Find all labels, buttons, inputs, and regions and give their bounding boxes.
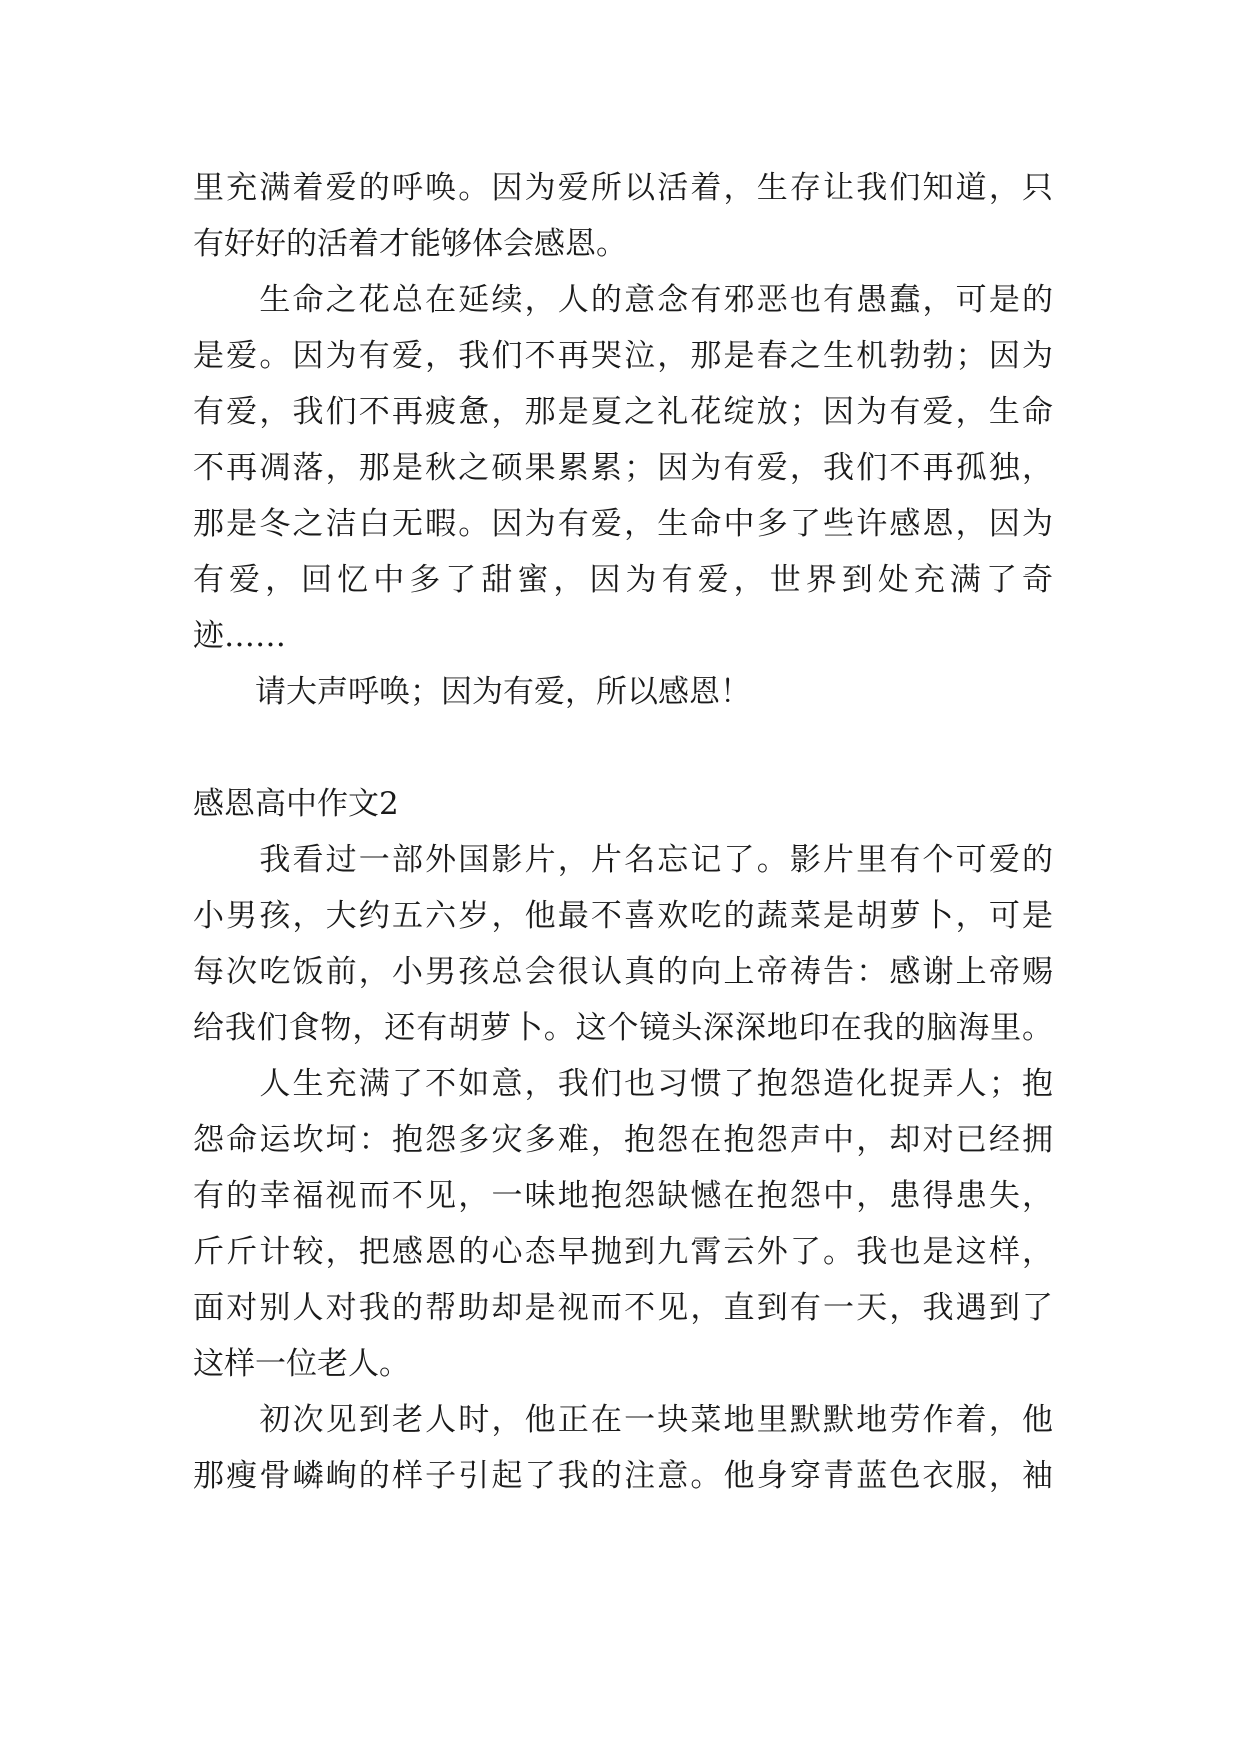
paragraph-5 (193, 1056, 1053, 1392)
paragraph-3 (193, 664, 1053, 720)
text-line: 请大声呼唤；因为有爱，所以感恩！ (193, 674, 751, 710)
text-line: 有爱，我们不再疲惫，那是夏之礼花绽放；因为有爱，生命 (193, 394, 1053, 430)
text-line: 我看过一部外国影片，片名忘记了。影片里有个可爱的 (193, 842, 1053, 878)
text-line: 生命之花总在延续，人的意念有邪恶也有愚蠢，可是的 (193, 282, 1053, 318)
paragraph-1 (193, 160, 1053, 272)
paragraph-4 (193, 832, 1053, 1056)
text-line: 那是冬之洁白无暇。因为有爱，生命中多了些许感恩，因为 (193, 506, 1053, 542)
text-line: 人生充满了不如意，我们也习惯了抱怨造化捉弄人；抱 (193, 1066, 1053, 1102)
text-line: 那瘦骨嶙峋的样子引起了我的注意。他身穿青蓝色衣服，袖 (193, 1458, 1053, 1494)
text-line: 有爱，回忆中多了甜蜜，因为有爱，世界到处充满了奇 (193, 562, 1053, 598)
text-line: 这样一位老人。 (193, 1346, 410, 1382)
paragraph-2 (193, 272, 1053, 664)
text-line: 初次见到老人时，他正在一块菜地里默默地劳作着，他 (193, 1402, 1053, 1438)
section-heading: 感恩高中作文2 (193, 786, 399, 822)
text-line: 面对别人对我的帮助却是视而不见，直到有一天，我遇到了 (193, 1290, 1053, 1326)
text-line: 有好好的活着才能够体会感恩。 (193, 226, 627, 262)
text-line: 迹…… (193, 618, 286, 654)
text-line: 不再凋落，那是秋之硕果累累；因为有爱，我们不再孤独， (193, 450, 1053, 486)
text-line: 给我们食物，还有胡萝卜。这个镜头深深地印在我的脑海里。 (193, 1010, 1053, 1046)
paragraph-6 (193, 1392, 1053, 1504)
text-line: 里充满着爱的呼唤。因为爱所以活着，生存让我们知道，只 (193, 170, 1053, 206)
text-line: 小男孩，大约五六岁，他最不喜欢吃的蔬菜是胡萝卜，可是 (193, 898, 1053, 934)
text-line: 怨命运坎坷：抱怨多灾多难，抱怨在抱怨声中，却对已经拥 (193, 1122, 1053, 1158)
text-line: 斤斤计较，把感恩的心态早抛到九霄云外了。我也是这样， (193, 1234, 1053, 1270)
section-gap (193, 720, 1053, 776)
text-line: 是爱。因为有爱，我们不再哭泣，那是春之生机勃勃；因为 (193, 338, 1053, 374)
document-page (193, 160, 1053, 1504)
text-line: 每次吃饭前，小男孩总会很认真的向上帝祷告：感谢上帝赐 (193, 954, 1053, 990)
text-line: 有的幸福视而不见，一味地抱怨缺憾在抱怨中，患得患失， (193, 1178, 1053, 1214)
